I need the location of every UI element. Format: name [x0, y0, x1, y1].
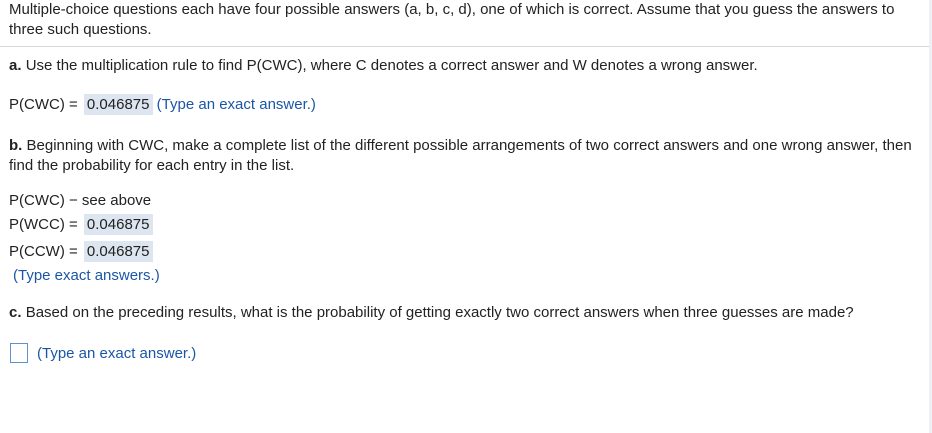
part-c-answer-input[interactable]	[10, 343, 28, 363]
part-b-wcc-answer[interactable]: 0.046875	[84, 214, 153, 235]
part-c-question	[9, 303, 914, 323]
part-c-label: c.	[9, 304, 22, 321]
part-b-ccw-answer[interactable]: 0.046875	[84, 241, 153, 262]
part-b-hint: (Type exact answers.)	[13, 267, 160, 284]
part-c-text: Based on the preceding results, what is the probability of getting exactly two correct answers when three guesses are made?	[25, 304, 854, 321]
part-b-row-cwc-label: P(CWC) − see above	[9, 192, 152, 209]
part-a-answer[interactable]: 0.046875	[84, 94, 153, 115]
part-b-label: b.	[9, 137, 23, 154]
part-c-hint: (Type an exact answer.)	[37, 345, 197, 362]
part-a-label: a.	[9, 57, 22, 74]
part-b-question	[9, 136, 914, 176]
part-b-text: Beginning with CWC, make a complete list of the different possible arrangements of two correct answers and one wrong answer, then find the probability for each entry in the list.	[9, 137, 912, 174]
part-b-row-wcc	[9, 216, 153, 234]
part-a-eq-label: P(CWC) =	[9, 96, 78, 113]
divider	[0, 46, 929, 47]
part-a-question	[9, 56, 914, 76]
problem-intro: Multiple-choice questions each have four possible answers (a, b, c, d), one of which is correct. Assume that you guess the answers to three such questions.	[9, 1, 895, 38]
part-b-row-ccw	[9, 243, 153, 261]
part-b-row-wcc-label: P(WCC) =	[9, 216, 78, 233]
part-b-row-cwc	[9, 192, 151, 210]
part-a-text: Use the multiplication rule to find P(CWC), where C denotes a correct answer and W denotes a wrong answer.	[25, 57, 758, 74]
part-a-hint: (Type an exact answer.)	[156, 96, 316, 113]
part-b-row-ccw-label: P(CCW) =	[9, 243, 78, 260]
part-a-answer-row	[9, 96, 316, 114]
